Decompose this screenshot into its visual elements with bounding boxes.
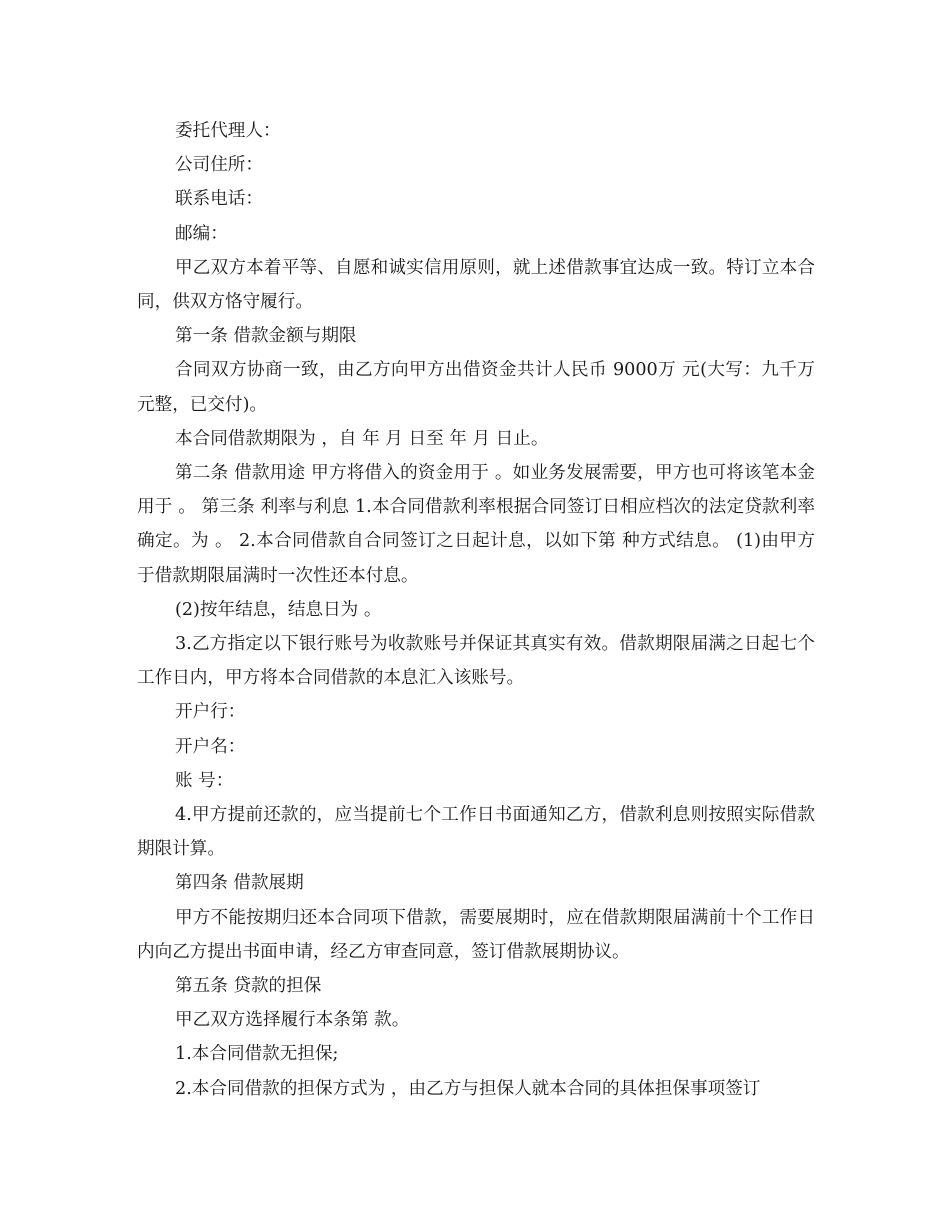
early-repayment-paragraph: 4.甲方提前还款的，应当提前七个工作日书面通知乙方，借款利息则按照实际借款期限计算。	[137, 805, 815, 860]
article-2-3-paragraph: 第二条 借款用途 甲方将借入的资金用于 。如业务发展需要，甲方也可将该笔本金用于 。 第三条 利率与利息 1.本合同借款利率根据合同签订日相应档次的法定贷款利率确定。为 。 2.本合同借款自合同签订之日起计息，以如下第 种方式结息。 (1)由甲方于借款期限届满时一次性还本付息。	[137, 463, 815, 586]
agent-line: 委托代理人：	[175, 121, 281, 141]
company-address-line: 公司住所：	[175, 155, 263, 176]
phone-line: 联系电话：	[175, 189, 263, 210]
bank-name-line: 开户行：	[175, 702, 246, 723]
article-1-heading: 第一条 借款金额与期限	[175, 326, 357, 347]
annual-interest-paragraph: (2)按年结息，结息日为 。	[175, 599, 382, 620]
loan-term-paragraph: 本合同借款期限为 ，自 年 月 日至 年 月 日止。	[175, 428, 549, 449]
article-5-heading: 第五条 贷款的担保	[175, 976, 322, 997]
loan-amount-paragraph: 合同双方协商一致，由乙方向甲方出借资金共计人民币 9000万 元(大写：九千万元整，已交付)。	[137, 360, 815, 415]
account-number-line: 账 号：	[175, 770, 234, 791]
preamble-paragraph: 甲乙双方本着平等、自愿和诚实信用原则，就上述借款事宜达成一致。特订立本合同，供双方恪守履行。	[137, 257, 815, 313]
document-body	[137, 114, 815, 1106]
postcode-line: 邮编：	[175, 223, 228, 244]
bank-account-paragraph: 3.乙方指定以下银行账号为收款账号并保证其真实有效。借款期限届满之日起七个工作日内，甲方将本合同借款的本息汇入该账号。	[137, 634, 815, 689]
article-4-heading: 第四条 借款展期	[175, 873, 304, 894]
no-guarantee-line: 1.本合同借款无担保;	[175, 1044, 339, 1065]
guarantee-method-line: 2.本合同借款的担保方式为 ，由乙方与担保人就本合同的具体担保事项签订	[175, 1078, 761, 1099]
account-name-line: 开户名：	[175, 736, 246, 757]
extension-paragraph: 甲方不能按期归还本合同项下借款，需要展期时，应在借款期限届满前十个工作日内向乙方提出书面申请，经乙方审查同意，签订借款展期协议。	[137, 907, 815, 962]
guarantee-choice-line: 甲乙双方选择履行本条第 款。	[175, 1010, 410, 1031]
